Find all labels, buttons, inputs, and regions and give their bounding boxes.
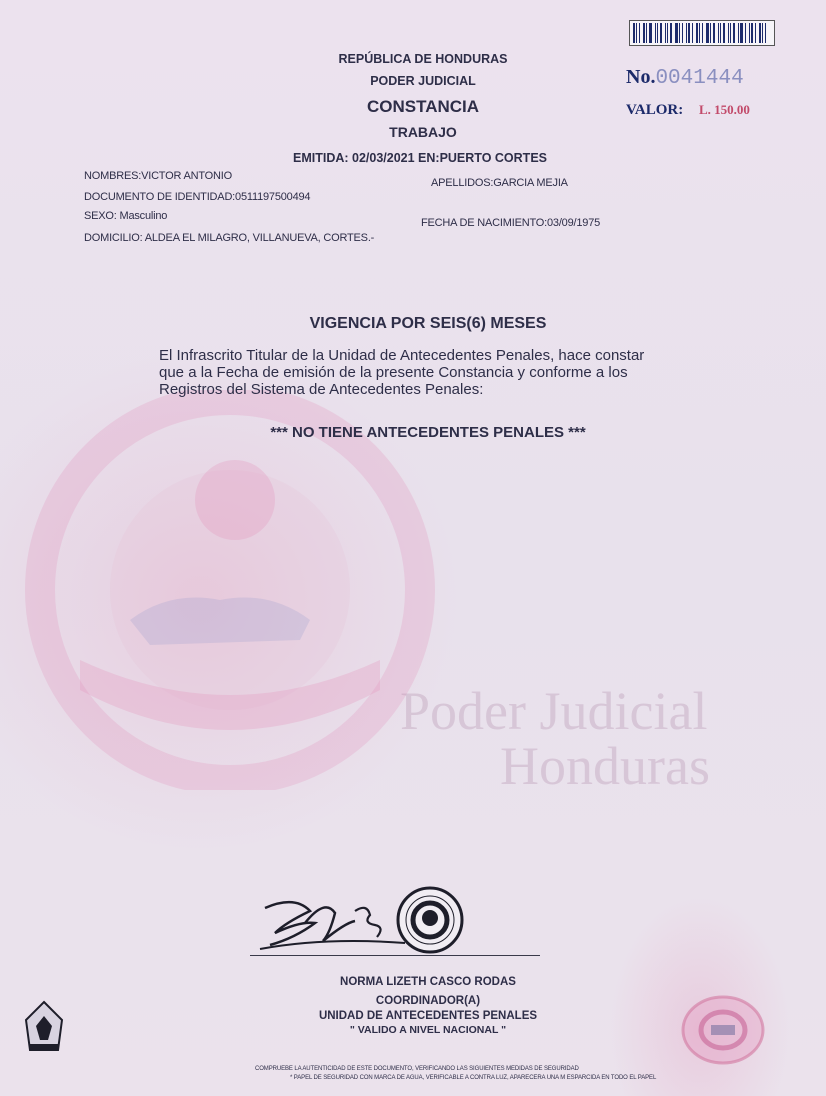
certification-line-2: que a la Fecha de emisión de la presente Constancia y conforme a los [159,364,628,381]
barcode-bar [755,23,756,43]
document-subtitle: TRABAJO [389,124,457,140]
field-fecha-nacimiento: FECHA DE NACIMIENTO:03/09/1975 [421,217,601,229]
serial-number [626,66,744,90]
barcode-bar [723,23,725,43]
barcode-bar [665,23,666,43]
certification-text [159,347,759,398]
barcode-bar [762,23,763,43]
barcode-bar [749,23,750,43]
barcode-bar [710,23,711,43]
signatory-role: COORDINADOR(A) [375,995,481,1007]
barcode-bar [686,23,687,43]
official-seal [395,885,465,955]
barcode-bar [657,23,658,43]
barcode-bar [679,23,680,43]
document-title: CONSTANCIA [366,97,480,116]
barcode-bar [692,23,693,43]
certification-line-3: Registros del Sistema de Antecedentes Penales: [159,381,484,398]
barcode-bar [720,23,721,43]
valor [626,102,750,119]
footer-line-2: * PAPEL DE SEGURIDAD CON MARCA DE AGUA, VERIFICABLE A CONTRA LUZ, APARECERA UNA M ESPARCIDA EN TODO EL PAPEL [290,1075,657,1081]
security-stamp [678,992,768,1067]
coat-of-arms-icon [22,1000,66,1055]
barcode-bar [718,23,719,43]
field-sexo: SEXO: Masculino [84,210,168,222]
barcode-bar [636,23,637,43]
field-domicilio: DOMICILIO: ALDEA EL MILAGRO, VILLANUEVA, CORTES.- [84,232,375,244]
barcode-bar [660,23,662,43]
field-apellidos: APELLIDOS:GARCIA MEJIA [431,177,568,189]
certification-line-1: El Infrascrito Titular de la Unidad de Antecedentes Penales, hace constar [159,347,645,364]
valor-label: VALOR: [626,102,684,118]
footer-line-1: COMPRUEBE LA AUTENTICIDAD DE ESTE DOCUMENTO, VERIFICANDO LAS SIGUIENTES MEDIDAS DE SEGURIDAD [255,1066,579,1072]
barcode-bar [730,23,731,43]
watermark-line-2: Honduras [500,736,710,796]
barcode-bar [740,23,743,43]
barcode-bar [655,23,656,43]
barcode-bar [728,23,729,43]
barcode-bar [745,23,746,43]
barcode-bar [649,23,652,43]
barcode-bar [702,23,703,43]
barcode-bar [639,23,640,43]
signature-line [250,955,540,956]
vigencia-heading: VIGENCIA POR SEIS(6) MESES [309,315,547,332]
validity-note: " VALIDO A NIVEL NACIONAL " [349,1024,507,1036]
barcode-bar [759,23,761,43]
result-statement: *** NO TIENE ANTECEDENTES PENALES *** [270,424,586,441]
barcode-bar [682,23,683,43]
header-country: REPÚBLICA DE HONDURAS [338,52,508,66]
serial-value: 0041444 [655,67,744,90]
valor-value: L. 150.00 [698,102,750,117]
barcode-bar [706,23,709,43]
barcode-bar [667,23,668,43]
barcode-bar [738,23,739,43]
barcode-bar [675,23,678,43]
barcode-bar [633,23,635,43]
watermark-line-1: Poder Judicial [400,681,708,741]
header-institution: PODER JUDICIAL [370,74,476,88]
barcode-bar [733,23,735,43]
barcode-bar [699,23,700,43]
watermark-emblem [20,390,440,790]
barcode-bar [643,23,645,43]
barcode-bar [646,23,647,43]
barcode-bar [765,23,766,43]
field-documento: DOCUMENTO DE IDENTIDAD:0511197500494 [84,191,311,203]
barcode-bar [751,23,753,43]
barcode-bar [670,23,672,43]
field-nombres: NOMBRES:VICTOR ANTONIO [84,170,232,182]
emission-info: EMITIDA: 02/03/2021 EN:PUERTO CORTES [292,151,547,165]
barcode-bar [688,23,690,43]
barcode-bar [696,23,698,43]
barcode [629,20,775,46]
handwritten-signature [255,893,415,963]
signatory-unit: UNIDAD DE ANTECEDENTES PENALES [318,1010,538,1022]
serial-label: No. [626,66,656,88]
signatory-name: NORMA LIZETH CASCO RODAS [340,976,516,988]
barcode-bar [713,23,715,43]
